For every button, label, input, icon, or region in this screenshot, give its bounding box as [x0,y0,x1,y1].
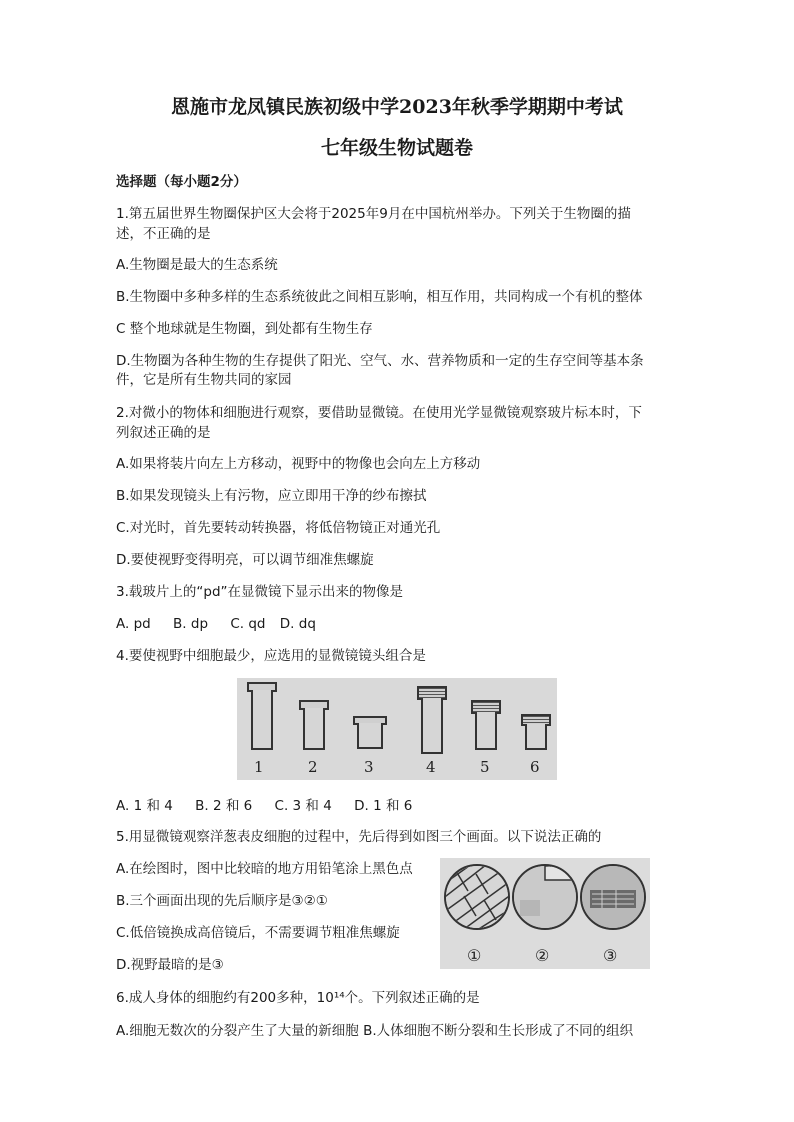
view-2-circle [512,864,578,930]
view-3-circle [580,864,646,930]
q3-option-a: A. pd [116,616,151,632]
q2-option-c: C.对光时，首先要转动转换器，将低倍物镜正对通光孔 [116,520,441,536]
q3-options [116,614,686,634]
lens-label-1: 1 [254,758,264,776]
q5-option-b: B.三个画面出现的先后顺序是③②① [116,893,328,909]
lens-figure [237,678,557,780]
lens-label-5: 5 [480,758,490,776]
view-1-circle [444,864,510,930]
q3-option-c: C. qd [230,616,266,632]
q2-stem-line2: 列叙述正确的是 [116,425,211,441]
view-label-3: ③ [603,946,618,965]
q5-stem: 5.用显微镜观察洋葱表皮细胞的过程中，先后得到如图三个画面。以下说法正确的 [116,829,602,845]
q5-option-a: A.在绘图时，图中比较暗的地方用铅笔涂上黑色点 [116,861,413,877]
exam-title: 恩施市龙凤镇民族初级中学2023年秋季学期期中考试 [171,96,623,118]
q2-option-a: A.如果将装片向左上方移动，视野中的物像也会向左上方移动 [116,456,481,472]
lens-label-2: 2 [308,758,318,776]
exam-subtitle: 七年级生物试题卷 [320,137,473,159]
q2-stem-line1: 2.对微小的物体和细胞进行观察，要借助显微镜。在使用光学显微镜观察玻片标本时，下 [116,405,642,421]
lens-label-6: 6 [530,758,540,776]
q4-stem: 4.要使视野中细胞最少，应选用的显微镜镜头组合是 [116,648,426,664]
lens-label-3: 3 [364,758,374,776]
q2-option-d: D.要使视野变得明亮，可以调节细准焦螺旋 [116,552,374,568]
q1-option-b: B.生物圈中多种多样的生态系统彼此之间相互影响，相互作用，共同构成一个有机的整体 [116,289,643,305]
q4-option-b: B. 2 和 6 [195,798,253,814]
q3-option-b: B. dp [173,616,209,632]
q1-option-d-line2: 件，它是所有生物共同的家园 [116,372,292,388]
lens-label-4: 4 [426,758,436,776]
q5-option-c: C.低倍镜换成高倍镜后，不需要调节粗准焦螺旋 [116,925,400,941]
q3-option-d: D. dq [279,616,316,632]
q4-options [116,796,686,816]
q3-stem: 3.载玻片上的“pd”在显微镜下显示出来的物像是 [116,584,404,600]
section-heading: 选择题（每小题2分） [116,174,247,190]
q5-option-d: D.视野最暗的是③ [116,957,224,973]
view-label-1: ① [467,946,482,965]
q6-options-ab: A.细胞无数次的分裂产生了大量的新细胞 B.人体细胞不断分裂和生长形成了不同的组织 [116,1023,634,1039]
q1-option-c: C 整个地球就是生物圈，到处都有生物生存 [116,321,373,337]
q4-option-d: D. 1 和 6 [354,798,413,814]
q1-option-a: A.生物圈是最大的生态系统 [116,257,278,273]
q2-option-b: B.如果发现镜头上有污物，应立即用干净的纱布擦拭 [116,488,427,504]
q4-option-a: A. 1 和 4 [116,798,173,814]
q1-stem-line1: 1.第五届世界生物圈保护区大会将于2025年9月在中国杭州举办。下列关于生物圈的描 [116,206,631,222]
q4-option-c: C. 3 和 4 [274,798,332,814]
q6-stem: 6.成人身体的细胞约有200多种，10¹⁴个。下列叙述正确的是 [116,990,480,1006]
q1-option-d-line1: D.生物圈为各种生物的生存提供了阳光、空气、水、营养物质和一定的生存空间等基本条 [116,353,644,369]
q1-stem-line2: 述，不正确的是 [116,226,211,242]
microscope-views-figure [440,858,650,969]
view-label-2: ② [535,946,550,965]
